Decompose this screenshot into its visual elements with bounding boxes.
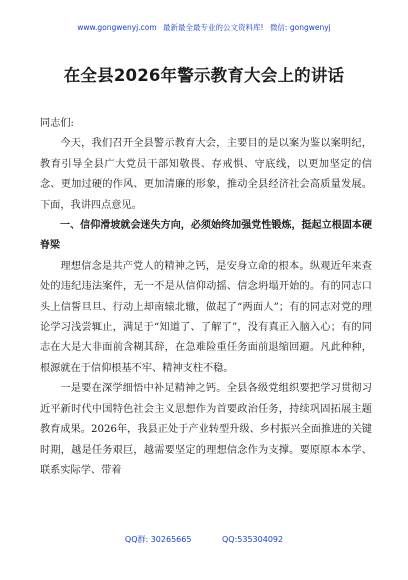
salutation: 同志们: xyxy=(40,118,74,129)
footer-bar xyxy=(0,534,408,545)
paragraph-1: 理想信念是共产党人的精神之钙，是安身立命的根本。纵观近年来查处的违纪违法案件，无一不是从信仰动摇、信念坍塌开始的。有的同志口头上信誓旦旦、行动上却南辕北辙，做起了“两面人”；有的同志对党的理论学习浅尝辄止，满足于“知道了、了解了”，没有真正入脑入心；有的同志在大是大非面前含糊其辞，在急难险重任务面前退缩回避。凡此种种，根源就在于信仰根基不牢、精神支柱不稳。 xyxy=(40,260,372,374)
header-bar xyxy=(0,22,408,33)
section-heading-1: 一、信仰滑坡就会迷失方向，必须始终加强党性锻炼，挺起立根固本硬脊梁 xyxy=(40,220,372,252)
footer-qq: QQ:535304092 xyxy=(222,535,284,544)
header-website[interactable]: www.gongwenyj.com xyxy=(77,23,157,32)
document-body xyxy=(40,114,372,481)
footer-qq-group: QQ群: 30265665 xyxy=(124,535,192,544)
document-title: 在全县2026年警示教育大会上的讲话 xyxy=(63,66,345,85)
header-slogan: 最新最全最专业的公文资料库! xyxy=(163,23,264,32)
paragraph-intro: 今天，我们召开全县警示教育大会，主要目的是以案为鉴以案明纪，教育引导全县广大党员干部知敬畏、存戒惧、守底线，以更加坚定的信念、更加过硬的作风、更加清廉的形象，推动全县经济社会高质量发展。下面，我讲四点意见。 xyxy=(40,138,372,211)
header-wechat: 微信: gongwenyj xyxy=(269,23,331,32)
paragraph-2: 一是要在深学细悟中补足精神之钙。全县各级党组织要把学习贯彻习近平新时代中国特色社会主义思想作为首要政治任务，持续巩固拓展主题教育成果。2026年，我县正处于产业转型升级、乡村振兴全面推进的关键时期，越是任务艰巨，越需要坚定的理想信念作为支撑。要原原本本学、联系实际学、带着 xyxy=(40,383,372,476)
